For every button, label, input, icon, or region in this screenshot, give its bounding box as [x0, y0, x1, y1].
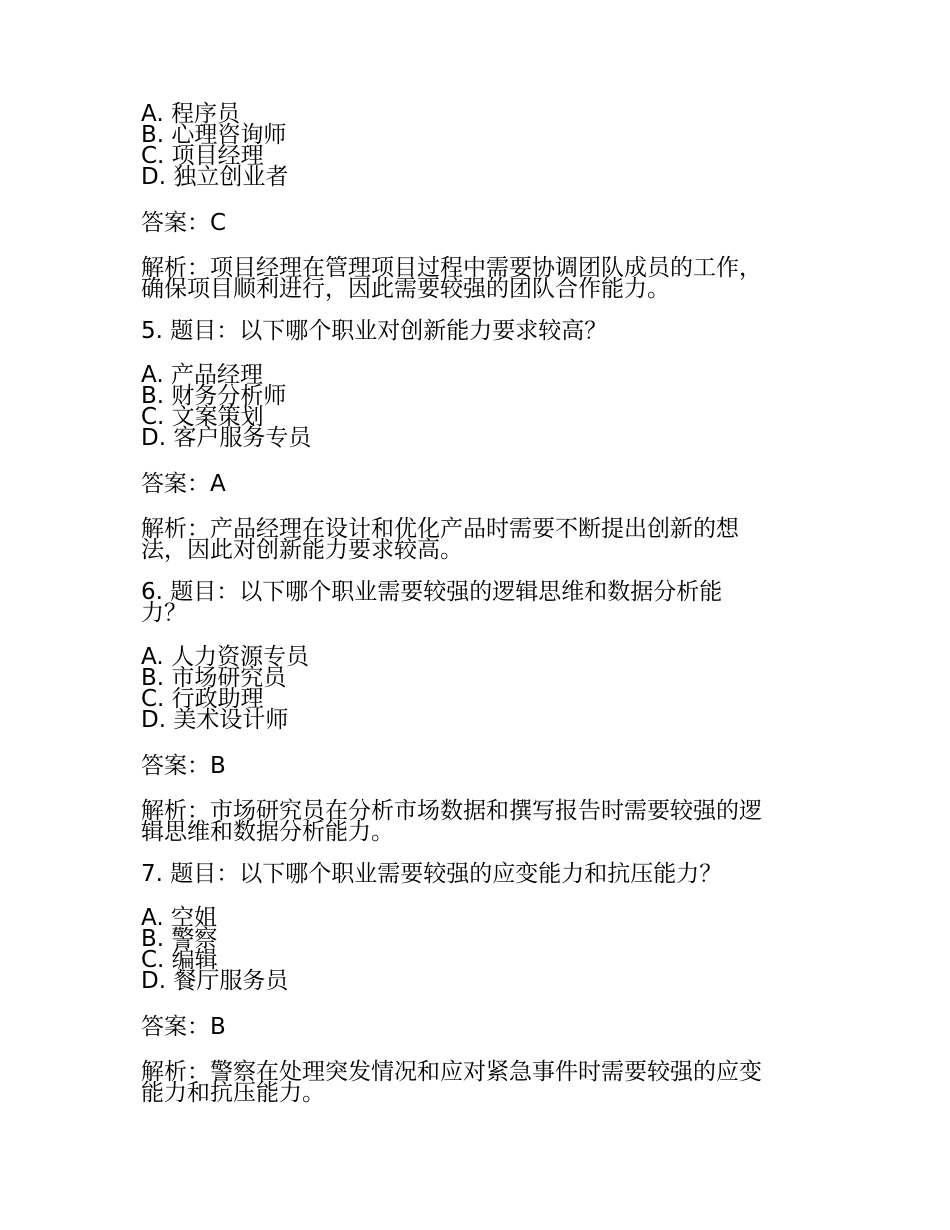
explanation-line: 确保项目顺利进行，因此需要较强的团队合作能力。 — [141, 276, 670, 302]
question-7-options — [141, 905, 821, 994]
explanation-line: 能力和抗压能力。 — [141, 1080, 325, 1106]
option-b: B. 心理咨询师 — [141, 122, 287, 148]
option-a: A. 程序员 — [141, 101, 240, 127]
explanation-line: 法，因此对创新能力要求较高。 — [141, 537, 463, 563]
option-a: A. 人力资源专员 — [141, 644, 309, 670]
option-c: C. 行政助理 — [141, 686, 264, 712]
question-5-answer: 答案：A — [141, 471, 226, 497]
question-6-explanation — [141, 798, 821, 845]
question-5-options — [141, 362, 821, 451]
option-d: D. 美术设计师 — [141, 707, 289, 733]
question-5-title — [141, 318, 821, 344]
question-7-answer: 答案：B — [141, 1014, 226, 1040]
option-b: B. 财务分析师 — [141, 383, 287, 409]
question-4-answer: 答案：C — [141, 210, 227, 236]
question-6-title — [141, 579, 821, 626]
question-7-title — [141, 861, 821, 887]
question-6-answer: 答案：B — [141, 753, 226, 779]
question-5-explanation — [141, 516, 821, 563]
question-line: 7. 题目：以下哪个职业需要较强的应变能力和抗压能力？ — [141, 861, 723, 887]
option-c: C. 编辑 — [141, 947, 218, 973]
option-a: A. 产品经理 — [141, 362, 263, 388]
question-4-explanation — [141, 255, 821, 302]
option-a: A. 空姐 — [141, 905, 217, 931]
question-7-explanation — [141, 1059, 821, 1106]
question-line: 6. 题目：以下哪个职业需要较强的逻辑思维和数据分析能 — [141, 579, 723, 605]
option-c: C. 文案策划 — [141, 404, 264, 430]
question-4-options — [141, 101, 821, 190]
option-d: D. 独立创业者 — [141, 164, 289, 190]
option-d: D. 客户服务专员 — [141, 425, 312, 451]
explanation-line: 解析：警察在处理突发情况和应对紧急事件时需要较强的应变 — [141, 1059, 762, 1085]
option-b: B. 警察 — [141, 926, 218, 952]
option-d: D. 餐厅服务员 — [141, 968, 289, 994]
question-line: 力？ — [141, 600, 187, 626]
question-6-options — [141, 644, 821, 733]
document-page — [141, 101, 821, 1106]
question-line: 5. 题目：以下哪个职业对创新能力要求较高？ — [141, 318, 608, 344]
option-c: C. 项目经理 — [141, 143, 264, 169]
option-b: B. 市场研究员 — [141, 665, 287, 691]
explanation-line: 解析：市场研究员在分析市场数据和撰写报告时需要较强的逻 — [141, 798, 762, 824]
explanation-line: 解析：产品经理在设计和优化产品时需要不断提出创新的想 — [141, 516, 739, 542]
explanation-line: 辑思维和数据分析能力。 — [141, 819, 394, 845]
explanation-line: 解析：项目经理在管理项目过程中需要协调团队成员的工作， — [141, 255, 762, 281]
